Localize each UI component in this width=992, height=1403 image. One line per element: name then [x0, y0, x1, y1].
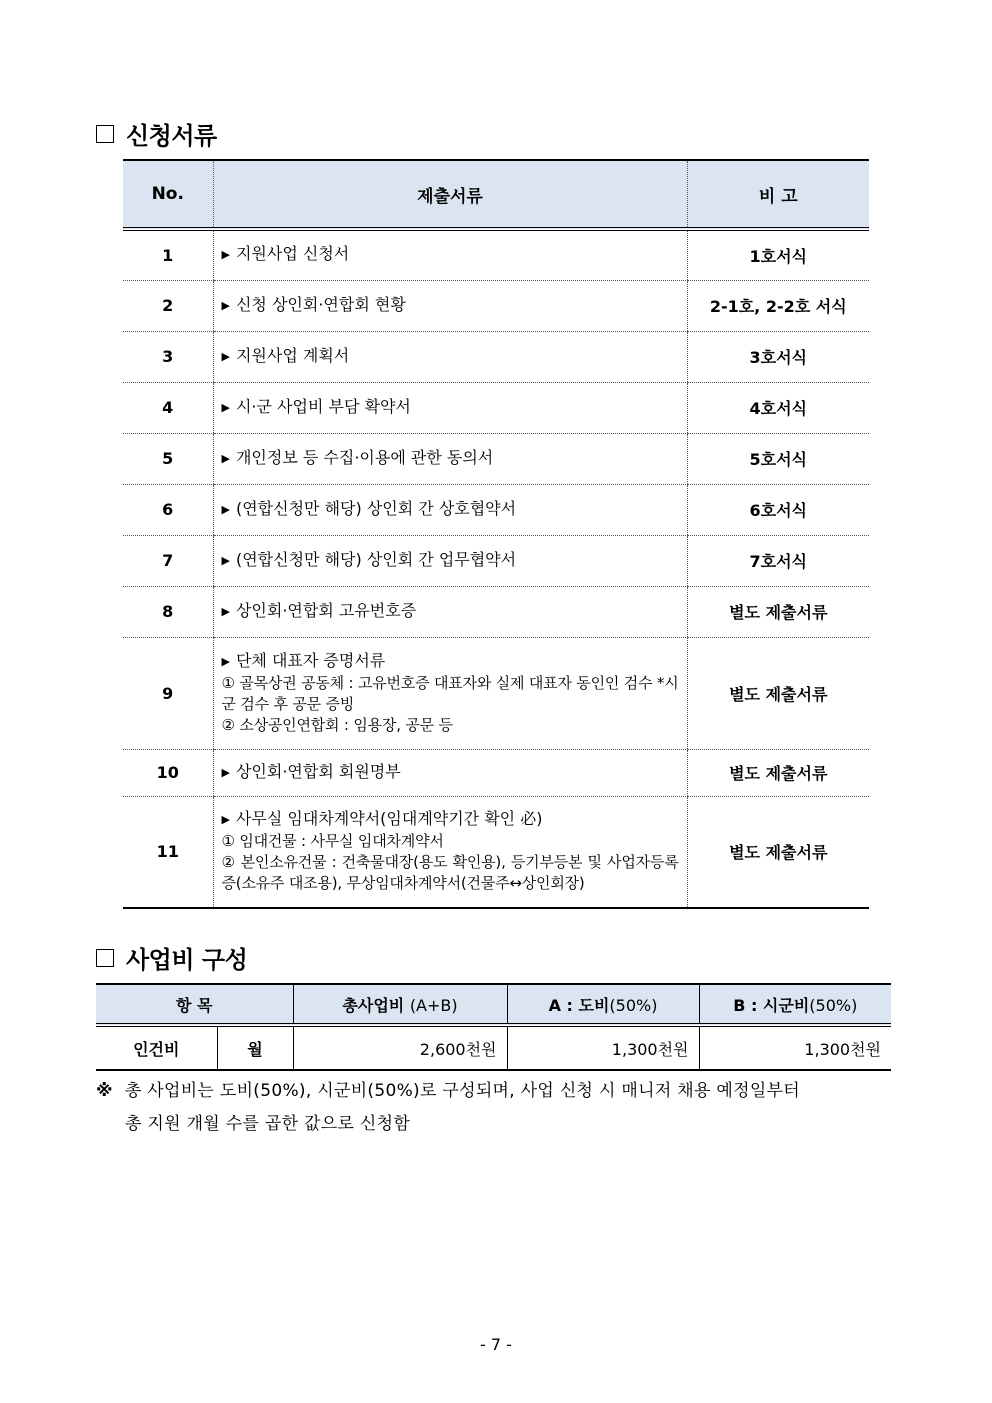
- document-name: 지원사업 신청서: [235, 244, 350, 264]
- document-name: 단체 대표자 증명서류: [235, 650, 386, 670]
- header-item: 항 목: [96, 984, 293, 1025]
- document-name: 시·군 사업비 부담 확약서: [235, 396, 411, 416]
- table-row: [123, 433, 869, 484]
- row-number: 4: [123, 382, 213, 433]
- table-row: [123, 331, 869, 382]
- table-row: [96, 1025, 891, 1070]
- document-name: 개인정보 등 수집·이용에 관한 동의서: [235, 447, 494, 467]
- footnote-line-2: 총 지원 개월 수를 곱한 값으로 신청함: [125, 1114, 411, 1134]
- row-number: 9: [123, 637, 213, 749]
- note-cell: 별도 제출서류: [687, 586, 869, 637]
- note-cell: 3호서식: [687, 331, 869, 382]
- triangle-bullet-icon: ▶: [221, 765, 230, 779]
- unit-label: 월: [217, 1025, 293, 1070]
- document-cell: [213, 535, 687, 586]
- provincial-amount: 1,300천원: [507, 1025, 699, 1070]
- checkbox-square-icon: [96, 949, 114, 967]
- triangle-bullet-icon: ▶: [221, 553, 230, 567]
- triangle-bullet-icon: ▶: [221, 248, 230, 262]
- item-label: 인건비: [96, 1025, 217, 1070]
- document-cell: [213, 586, 687, 637]
- document-name: 사무실 임대차계약서(임대계약기간 확인 必): [235, 809, 543, 829]
- document-name: (연합신청만 해당) 상인회 간 업무협약서: [235, 549, 517, 569]
- document-subitem: ② 소상공인연합회 : 임용장, 공문 등: [221, 715, 453, 734]
- document-subitem: ① 임대건물 : 사무실 임대차계약서: [221, 832, 444, 851]
- document-name: 상인회·연합회 고유번호증: [235, 600, 417, 620]
- table-header-row: [96, 984, 891, 1025]
- triangle-bullet-icon: ▶: [221, 451, 230, 465]
- table-row: [123, 280, 869, 331]
- document-cell: [213, 331, 687, 382]
- triangle-bullet-icon: ▶: [221, 604, 230, 618]
- row-number: 2: [123, 280, 213, 331]
- document-cell: [213, 433, 687, 484]
- city-county-amount: 1,300천원: [699, 1025, 891, 1070]
- document-cell: [213, 749, 687, 796]
- header-provincial: A : 도비(50%): [507, 984, 699, 1025]
- header-city-county: B : 시군비(50%): [699, 984, 891, 1025]
- row-number: 8: [123, 586, 213, 637]
- note-cell: 5호서식: [687, 433, 869, 484]
- footnote-line-1: 총 사업비는 도비(50%), 시군비(50%)로 구성되며, 사업 신청 시 매니저 채용 예정일부터: [124, 1081, 801, 1101]
- page-number: - 7 -: [480, 1335, 512, 1354]
- section-title-text: 신청서류: [126, 122, 217, 150]
- note-cell: 별도 제출서류: [687, 637, 869, 749]
- footnote: [96, 1075, 896, 1141]
- triangle-bullet-icon: ▶: [221, 813, 230, 827]
- triangle-bullet-icon: ▶: [221, 654, 230, 668]
- checkbox-square-icon: [96, 125, 114, 143]
- header-total: 총사업비 (A+B): [293, 984, 507, 1025]
- table-row: [123, 637, 869, 749]
- note-cell: 2-1호, 2-2호 서식: [687, 280, 869, 331]
- document-name: 상인회·연합회 회원명부: [235, 761, 401, 781]
- document-cell: [213, 637, 687, 749]
- table-row: [123, 796, 869, 908]
- note-cell: 4호서식: [687, 382, 869, 433]
- document-name: 지원사업 계획서: [235, 345, 350, 365]
- note-cell: 별도 제출서류: [687, 796, 869, 908]
- document-cell: [213, 484, 687, 535]
- table-row: [123, 229, 869, 280]
- header-note: 비 고: [687, 160, 869, 229]
- note-cell: 1호서식: [687, 229, 869, 280]
- row-number: 6: [123, 484, 213, 535]
- table-row: [123, 535, 869, 586]
- document-cell: [213, 382, 687, 433]
- section-title-documents: [96, 116, 217, 151]
- row-number: 10: [123, 749, 213, 796]
- document-subitem: ② 본인소유건물 : 건축물대장(용도 확인용), 등기부등본 및 사업자등록증(소유주 대조용), 무상임대차계약서(건물주↔상인회장): [221, 853, 679, 893]
- document-subitem: ① 골목상권 공동체 : 고유번호증 대표자와 실제 대표자 동인인 검수 *시군 검수 후 공문 증빙: [221, 673, 679, 713]
- document-cell: [213, 796, 687, 908]
- table-row: [123, 586, 869, 637]
- triangle-bullet-icon: ▶: [221, 502, 230, 516]
- reference-mark-icon: ※: [96, 1081, 113, 1101]
- document-name: (연합신청만 해당) 상인회 간 상호협약서: [235, 498, 517, 518]
- note-cell: 별도 제출서류: [687, 749, 869, 796]
- document-name: 신청 상인회·연합회 현황: [235, 294, 406, 314]
- triangle-bullet-icon: ▶: [221, 349, 230, 363]
- budget-table: [96, 983, 891, 1071]
- triangle-bullet-icon: ▶: [221, 400, 230, 414]
- header-no: No.: [123, 160, 213, 229]
- total-amount: 2,600천원: [293, 1025, 507, 1070]
- table-row: [123, 382, 869, 433]
- table-row: [123, 749, 869, 796]
- table-row: [123, 484, 869, 535]
- table-header-row: [123, 160, 869, 229]
- row-number: 5: [123, 433, 213, 484]
- document-cell: [213, 229, 687, 280]
- header-document: 제출서류: [213, 160, 687, 229]
- document-cell: [213, 280, 687, 331]
- section-title-text: 사업비 구성: [126, 946, 248, 974]
- row-number: 1: [123, 229, 213, 280]
- triangle-bullet-icon: ▶: [221, 298, 230, 312]
- row-number: 11: [123, 796, 213, 908]
- note-cell: 7호서식: [687, 535, 869, 586]
- note-cell: 6호서식: [687, 484, 869, 535]
- documents-table: [123, 159, 869, 909]
- row-number: 7: [123, 535, 213, 586]
- row-number: 3: [123, 331, 213, 382]
- section-title-budget: [96, 940, 247, 975]
